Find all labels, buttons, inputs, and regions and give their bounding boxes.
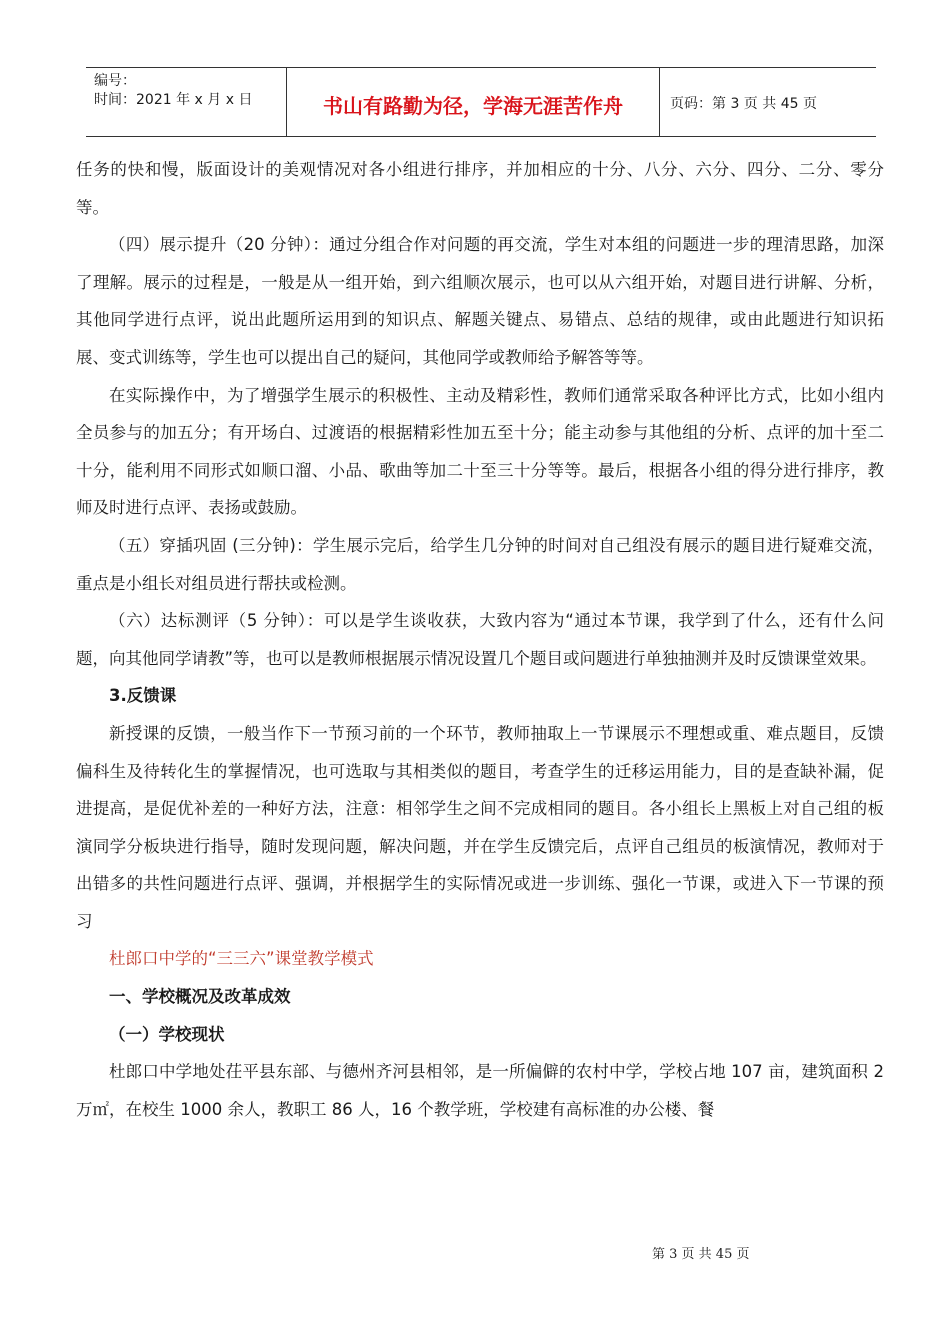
header-table: [86, 67, 876, 137]
subsection-heading-status: （一）学校现状: [109, 1024, 225, 1044]
section-heading-feedback: 3.反馈课: [109, 686, 177, 706]
header-page-info: 页码：第 3 页 共 45 页: [670, 96, 817, 112]
paragraph-school-status: 杜郎口中学地处茌平县东部、与德州齐河县相邻，是一所偏僻的农村中学，学校占地 107 亩，建筑面积 2 万㎡，在校生 1000 余人，教职工 86 人，16 个教学班，学校建有高标准的办公楼、餐: [76, 1062, 884, 1119]
paragraph-showcase: （四）展示提升（20 分钟）：通过分组合作对问题的再交流，学生对本组的问题进一步的理清思路，加深了理解。展示的过程是，一般是从一组开始，到六组顺次展示，也可以从六组开始，对题目进行讲解、分析，其他同学进行点评，说出此题所运用到的知识点、解题关键点、易错点、总结的规律，或由此题进行知识拓展、变式训练等，学生也可以提出自己的疑问，其他同学或教师给予解答等等。: [76, 235, 884, 367]
header-meta-cell: [86, 68, 286, 136]
paragraph-practice: 在实际操作中，为了增强学生展示的积极性、主动及精彩性，教师们通常采取各种评比方式，比如小组内全员参与的加五分；有开场白、过渡语的根据精彩性加五至十分；能主动参与其他组的分析、点评的加十至二十分，能利用不同形式如顺口溜、小品、歌曲等加二十至三十分等等。最后，根据各小组的得分进行排序，教师及时进行点评、表扬或鼓励。: [76, 385, 884, 518]
header-motto: 书山有路勤为径，学海无涯苦作舟: [286, 68, 660, 136]
paragraph-assessment: （六）达标测评（5 分钟）：可以是学生谈收获，大致内容为“通过本节课，我学到了什么，还有什么问题，向其他同学请教”等，也可以是教师根据展示情况设置几个题目或问题进行单独抽测并及时反馈课堂效果。: [76, 611, 884, 668]
document-number: 编号：: [94, 73, 136, 89]
paragraph-consolidate: （五）穿插巩固 (三分钟)：学生展示完后，给学生几分钟的时间对自己组没有展示的题目进行疑难交流，重点是小组长对组员进行帮扶或检测。: [76, 535, 884, 593]
paragraph-feedback: 新授课的反馈，一般当作下一节预习前的一个环节，教师抽取上一节课展示不理想或重、难点题目，反馈偏科生及待转化生的掌握情况，也可选取与其相类似的题目，考查学生的迁移运用能力，目的是查缺补漏，促进提高，是促优补差的一种好方法，注意：相邻学生之间不完成相同的题目。各小组长上黑板上对自己组的板演同学分板块进行指导，随时发现问题，解决问题，并在学生反馈完后，点评自己组员的板演情况，教师对于出错多的共性问题进行点评、强调，并根据学生的实际情况或进一步训练、强化一节课，或进入下一节课的预习: [76, 723, 884, 931]
page-footer: 第 3 页 共 45 页: [652, 1247, 750, 1262]
paragraph-continued: 任务的快和慢，版面设计的美观情况对各小组进行排序，并加相应的十分、八分、六分、四分、二分、零分等。: [76, 160, 884, 217]
section-heading-overview: 一、学校概况及改革成效: [109, 987, 291, 1007]
article-title: 杜郎口中学的“三三六”课堂教学模式: [109, 949, 374, 969]
document-body: [76, 151, 884, 1128]
document-date: 时间：2021 年 x 月 x 日: [94, 92, 253, 108]
